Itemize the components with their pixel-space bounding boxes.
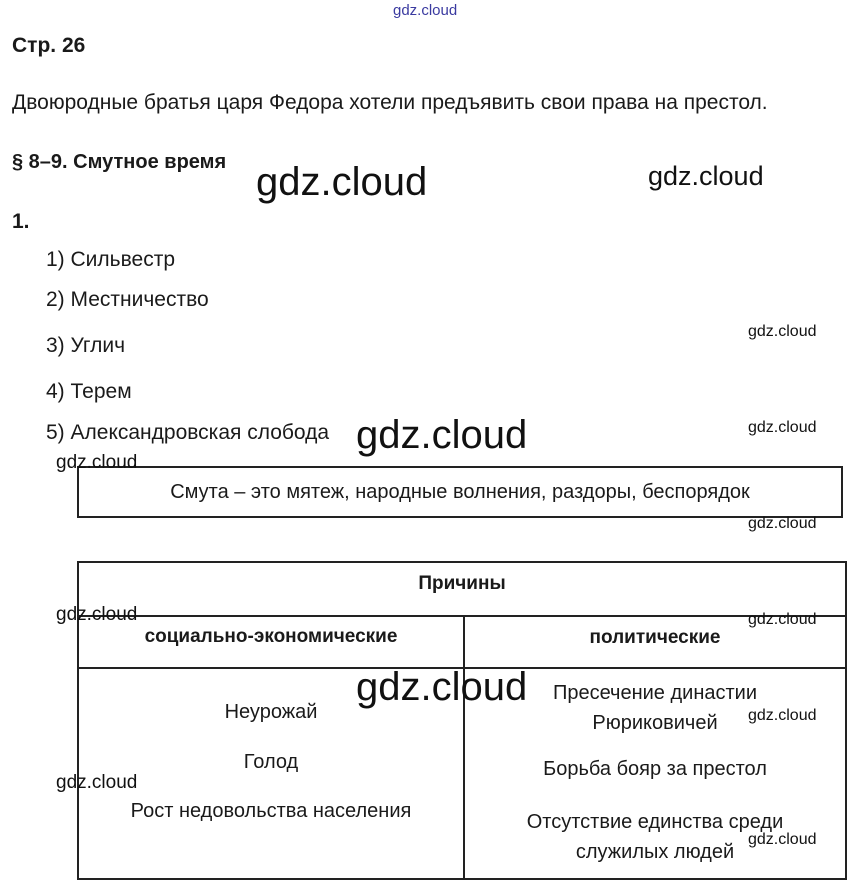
watermark: gdz.cloud [748,515,817,532]
watermark: gdz.cloud [748,323,817,340]
answer-item: 1) Сильвестр [46,248,175,271]
intro-sentence: Двоюродные братья царя Федора хотели предъявить свои права на престол. [12,91,768,114]
watermark: gdz.cloud [56,772,138,793]
cause-item: Рост недовольства населения [130,800,412,822]
cause-item: Голод [243,751,299,773]
cause-item [465,758,845,781]
definition-box [77,466,843,518]
task-number: 1. [12,210,30,233]
watermark: gdz.cloud [56,604,138,625]
watermark: gdz.cloud [356,413,528,457]
cause-item-line: Борьба бояр за престол [543,758,767,780]
cause-item: Неурожай [224,701,318,723]
column-header-political: политические [589,627,721,648]
answer-item: 2) Местничество [46,288,209,311]
section-title: § 8–9. Смутное время [12,151,227,173]
watermark: gdz.cloud [748,611,817,628]
cause-item-line: Рюриковичей [592,712,718,734]
cause-item-line: служилых людей [575,841,735,863]
watermark: gdz.cloud [748,707,817,724]
cause-item-line: Пресечение династии [552,682,758,704]
table-title: Причины [418,573,506,594]
watermark: gdz.cloud [356,665,528,709]
answer-item: 4) Терем [46,380,132,403]
answer-item: 3) Углич [46,334,126,357]
watermark: gdz.cloud [648,161,764,191]
watermark: gdz.cloud [256,160,428,204]
watermark: gdz.cloud [748,831,817,848]
table-divider [79,615,845,617]
page-reference: Стр. 26 [12,34,86,57]
watermark: gdz.cloud [748,419,817,436]
watermark: gdz.cloud [56,452,138,473]
answer-item: 5) Александровская слобода [46,421,330,444]
definition-text: Смута – это мятеж, народные волнения, раздоры, беспорядок [170,480,750,503]
watermark-top: gdz.cloud [393,2,458,19]
causes-table [77,561,847,880]
cause-item-line: Отсутствие единства среди [526,811,784,833]
column-header-socioeconomic: социально-экономические [144,626,398,647]
